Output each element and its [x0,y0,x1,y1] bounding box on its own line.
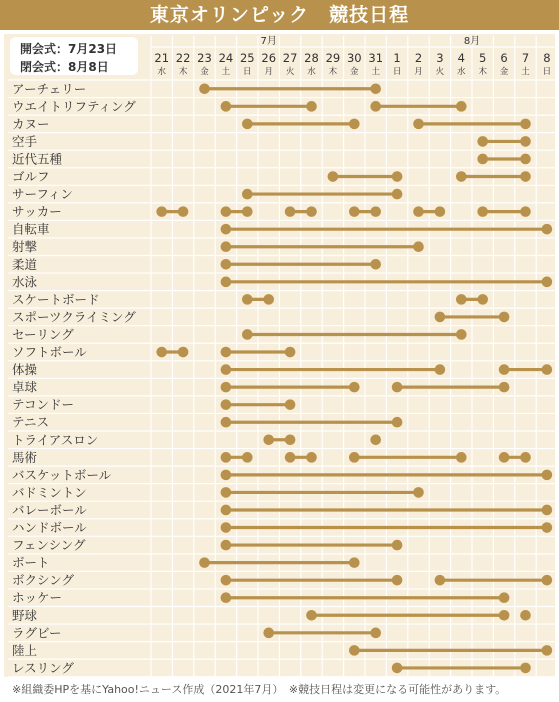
schedule-end-dot [456,101,467,112]
schedule-start-dot [221,417,232,428]
sport-label: ホッケー [12,590,63,606]
schedule-start-dot [221,382,232,393]
schedule-end-dot [435,364,446,375]
day-label: 3 [436,51,444,65]
schedule-start-dot [156,206,167,217]
weekday-label: 土 [521,67,530,77]
sport-label: ラグビー [12,625,62,641]
schedule-start-dot [221,241,232,252]
opening-ceremony-label: 開会式：7月23日 [20,42,118,56]
weekday-label: 木 [328,67,338,77]
schedule-end-dot [520,119,531,130]
weekday-label: 火 [435,67,445,77]
weekday-label: 土 [221,67,231,77]
schedule-end-dot [520,452,531,463]
schedule-end-dot [520,663,531,674]
schedule-start-dot [221,347,232,358]
weekday-label: 日 [243,67,252,77]
schedule-end-dot [306,452,317,463]
schedule-end-dot [499,312,510,323]
schedule-start-dot [199,557,210,568]
schedule-start-dot [263,434,274,445]
schedule-start-dot [156,347,167,358]
schedule-end-dot [392,575,403,586]
sport-label: 自転車 [12,221,50,237]
schedule-start-dot [221,575,232,586]
schedule-end-dot [306,101,317,112]
weekday-label: 月 [414,67,423,77]
schedule-end-dot [413,241,424,252]
schedule-start-dot [221,540,232,551]
month-label-2: 8月 [463,36,481,47]
weekday-label: 日 [542,67,552,77]
schedule-end-dot [392,540,403,551]
schedule-end-dot [306,206,317,217]
day-label: 31 [368,51,384,65]
day-label: 4 [457,51,465,65]
schedule-start-dot [242,189,253,200]
sport-label: 野球 [12,607,38,623]
sport-label: サッカー [12,204,62,220]
schedule-end-dot [242,452,253,463]
schedule-end-dot [349,382,360,393]
schedule-start-dot [477,136,488,147]
sport-label: トライアスロン [12,432,99,448]
schedule-start-dot [221,487,232,498]
schedule-start-dot [349,452,360,463]
schedule-start-dot [285,452,296,463]
day-label: 29 [325,51,341,65]
schedule-end-dot [542,470,553,481]
schedule-start-dot [413,119,424,130]
schedule-start-dot [328,171,339,182]
schedule-end-dot [370,206,381,217]
sport-label: バドミントン [12,484,87,500]
sport-label: 馬術 [12,449,38,465]
schedule-start-dot [221,592,232,603]
sport-label: スケートボード [12,291,100,307]
weekday-label: 金 [499,67,509,77]
sport-label: ボクシング [12,572,74,588]
day-label: 21 [154,51,170,65]
schedule-start-dot [221,452,232,463]
schedule-end-dot [520,206,531,217]
schedule-end-dot [370,259,381,270]
schedule-start-dot [520,610,531,621]
schedule-start-dot [413,206,424,217]
weekday-label: 金 [200,67,209,77]
closing-ceremony-label: 閉会式：8月8日 [20,60,109,74]
schedule-end-dot [520,171,531,182]
schedule-end-dot [285,347,296,358]
schedule-start-dot [221,399,232,410]
schedule-end-dot [542,277,553,288]
schedule-end-dot [542,505,553,516]
schedule-end-dot [370,628,381,639]
schedule-end-dot [242,206,253,217]
sport-label: 体操 [12,362,38,378]
month-label-1: 7月 [260,36,277,47]
schedule-start-dot [263,628,274,639]
weekday-label: 木 [478,67,487,77]
weekday-label: 金 [350,67,359,77]
schedule-end-dot [499,382,510,393]
schedule-end-dot [499,592,510,603]
schedule-end-dot [392,189,403,200]
day-label: 24 [218,51,234,65]
schedule-start-dot [221,224,232,235]
footer-note: ※組織委HPを基にYahoo!ニュース作成（2021年7月） ※競技日程は変更になる可能性があります。 [12,683,507,696]
schedule-start-dot [285,206,296,217]
day-label: 22 [175,51,191,65]
schedule-start-dot [199,83,210,94]
weekday-label: 木 [178,67,188,77]
sport-label: 陸上 [12,642,38,658]
sport-label: 卓球 [12,379,38,395]
sport-label: フェンシング [12,537,86,553]
schedule-start-dot [392,382,403,393]
schedule-end-dot [392,171,403,182]
schedule-end-dot [349,119,360,130]
page-title: 東京オリンピック 競技日程 [149,4,410,26]
weekday-label: 水 [307,67,316,77]
schedule-start-dot [221,522,232,533]
schedule-start-dot [499,452,510,463]
sport-label: バレーボール [12,502,87,518]
sport-label: アーチェリー [12,81,87,97]
sport-label: ウエイトリフティング [12,98,136,114]
schedule-end-dot [392,417,403,428]
schedule-start-dot [221,364,232,375]
schedule-end-dot [413,487,424,498]
schedule-start-dot [221,206,232,217]
schedule-start-dot [242,329,253,340]
schedule-start-dot [456,294,467,305]
sport-label: 柔道 [12,256,38,272]
schedule-end-dot [178,206,189,217]
schedule-start-dot [242,119,253,130]
schedule-start-dot [499,364,510,375]
sport-label: スポーツクライミング [12,309,136,325]
schedule-end-dot [520,154,531,165]
schedule-end-dot [542,364,553,375]
schedule-start-dot [349,206,360,217]
sport-label: 水泳 [12,274,38,290]
schedule-start-dot [221,505,232,516]
sport-label: 射撃 [12,239,38,255]
schedule-end-dot [542,645,553,656]
sport-label: ゴルフ [12,169,50,185]
weekday-label: 水 [157,67,166,77]
day-label: 5 [479,51,487,65]
weekday-label: 水 [457,67,466,77]
sport-label: 近代五種 [12,151,63,167]
day-label: 7 [521,51,530,65]
schedule-start-dot [221,259,232,270]
schedule-end-dot [285,399,296,410]
schedule-start-dot [306,610,317,621]
day-label: 25 [239,51,255,65]
weekday-label: 月 [264,67,273,77]
sport-label: ボート [12,555,50,571]
schedule-start-dot [221,470,232,481]
schedule-end-dot [263,294,274,305]
schedule-end-dot [435,206,446,217]
schedule-end-dot [456,452,467,463]
schedule-end-dot [178,347,189,358]
schedule-start-dot [349,645,360,656]
weekday-label: 土 [371,67,380,77]
day-label: 28 [304,51,319,65]
schedule-start-dot [221,277,232,288]
schedule-start-dot [221,101,232,112]
day-label: 2 [414,51,423,65]
schedule-start-dot [435,312,446,323]
schedule-end-dot [456,329,467,340]
sport-label: レスリング [12,660,74,676]
sport-label: ハンドボール [12,520,87,536]
schedule-start-dot [370,101,381,112]
day-label: 6 [500,51,508,65]
day-label: 8 [543,51,551,65]
schedule-end-dot [349,557,360,568]
schedule-end-dot [542,575,553,586]
weekday-label: 日 [392,67,402,77]
sport-label: バスケットボール [12,467,112,483]
day-label: 26 [261,51,277,65]
schedule-start-dot [435,575,446,586]
schedule-end-dot [285,434,296,445]
day-label: 1 [393,51,401,65]
sport-label: カヌー [12,116,50,132]
schedule-end-dot [542,522,553,533]
sport-label: サーフィン [12,186,73,202]
sport-label: 空手 [12,133,38,149]
sport-label: ソフトボール [12,344,87,360]
day-label: 30 [346,51,362,65]
day-label: 27 [282,51,298,65]
sport-label: テコンドー [12,397,75,413]
schedule-start-dot [242,294,253,305]
schedule-end-dot [520,136,531,147]
schedule-end-dot [542,224,553,235]
schedule-start-dot [477,206,488,217]
schedule-end-dot [499,610,510,621]
sport-label: セーリング [12,326,74,342]
weekday-label: 火 [285,67,295,77]
day-label: 23 [197,51,212,65]
schedule-end-dot [370,83,381,94]
schedule-start-dot [392,663,403,674]
schedule-end-dot [477,294,488,305]
schedule-start-dot [456,171,467,182]
schedule-start-dot [477,154,488,165]
schedule-start-dot [370,434,381,445]
sport-label: テニス [12,414,50,430]
